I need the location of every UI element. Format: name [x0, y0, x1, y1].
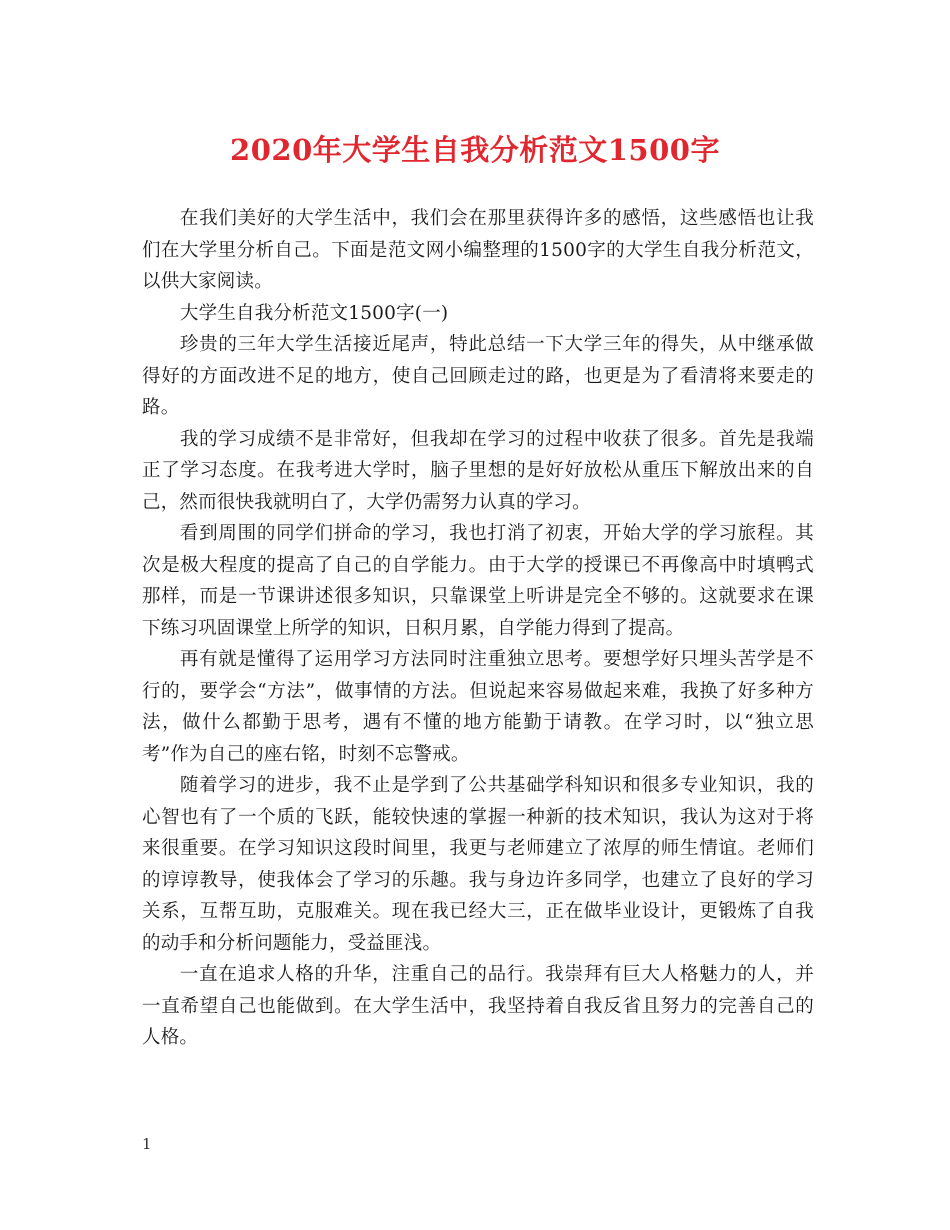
body-paragraph: 一直在追求人格的升华，注重自己的品行。我崇拜有巨大人格魅力的人，并一直希望自己也能做到。在大学生活中，我坚持着自我反省且努力的完善自己的人格。 [142, 964, 814, 1048]
document-body [142, 203, 814, 1054]
body-paragraph: 随着学习的进步，我不止是学到了公共基础学科知识和很多专业知识，我的心智也有了一个质的飞跃，能较快速的掌握一种新的技术知识，我认为这对于将来很重要。在学习知识这段时间里，我更与老师建立了浓厚的师生情谊。老师们的谆谆教导，使我体会了学习的乐趣。我与身边许多同学，也建立了良好的学习关系，互帮互助，克服难关。现在我已经大三，正在做毕业设计，更锻炼了自我的动手和分析问题能力，受益匪浅。 [142, 775, 814, 954]
intro-paragraph: 在我们美好的大学生活中，我们会在那里获得许多的感悟，这些感悟也让我们在大学里分析自己。下面是范文网小编整理的1500字的大学生自我分析范文，以供大家阅读。 [142, 208, 814, 292]
document-title: 2020年大学生自我分析范文1500字 [230, 133, 720, 167]
page-number: 1 [142, 1135, 152, 1153]
body-paragraph: 珍贵的三年大学生活接近尾声，特此总结一下大学三年的得失，从中继承做得好的方面改进不足的地方，使自己回顾走过的路，也更是为了看清将来要走的路。 [142, 334, 814, 418]
body-paragraph: 我的学习成绩不是非常好，但我却在学习的过程中收获了很多。首先是我端正了学习态度。在我考进大学时，脑子里想的是好好放松从重压下解放出来的自己，然而很快我就明白了，大学仍需努力认真的学习。 [142, 428, 814, 513]
body-paragraph: 再有就是懂得了运用学习方法同时注重独立思考。要想学好只埋头苦学是不行的，要学会“方法”，做事情的方法。但说起来容易做起来难，我换了好多种方法，做什么都勤于思考，遇有不懂的地方能勤于请教。在学习时，以“独立思考”作为自己的座右铭，时刻不忘警戒。 [142, 649, 814, 765]
body-paragraph: 看到周围的同学们拼命的学习，我也打消了初衷，开始大学的学习旅程。其次是极大程度的提高了自己的自学能力。由于大学的授课已不再像高中时填鸭式那样，而是一节课讲述很多知识，只靠课堂上听讲是完全不够的。这就要求在课下练习巩固课堂上所学的知识，日积月累，自学能力得到了提高。 [142, 523, 814, 639]
section-heading: 大学生自我分析范文1500字(一) [179, 302, 449, 324]
